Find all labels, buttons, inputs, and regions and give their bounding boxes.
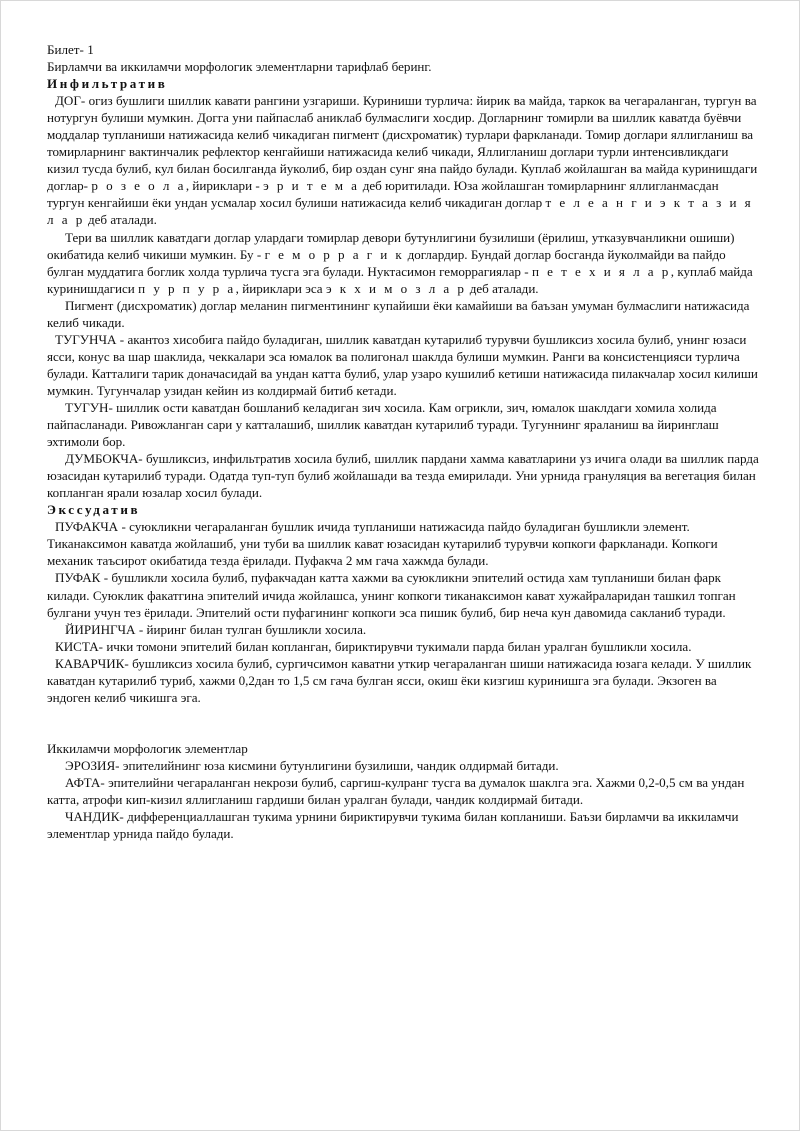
paragraph-kavarchik: КАВАРЧИК- бушликсиз хосила булиб, сургичсимон каватни уткир чегараланган шиши натижасида юзага келади. У шиллик каватдан кутарилиб туриб, хажми 0,2дан то 1,5 см гача булган ясси, окиш ёки кизгиш куринишга эга булади. Экзоген ва эндоген келиб чикишга эга. (47, 655, 752, 705)
term-eritema: э р и т е м а (263, 178, 360, 194)
paragraph-pigment: Пигмент (дисхроматик) доглар меланин пигментининг купайиши ёки камайиши ва баъзан умуман булмаслиги натижасида келиб чикади. (47, 297, 750, 330)
document-body (47, 41, 759, 842)
paragraph-teri-tail: деб аталади. (469, 280, 539, 296)
paragraph-afta: АФТА- эпителийни чегараланган некрози булиб, саргиш-кулранг тусга ва думалок шаклга эга. Хажми 0,2-0,5 см ва ундан катта, атрофи кип-кизил яллигланиш гардиши билан уралган булади, чандик колдирмай битади. (47, 774, 745, 807)
paragraph-tugun: ТУГУН- шиллик ости каватдан бошланиб келадиган зич хосила. Кам огрикли, зич, юмалок шаклдаги хомила холида пайпасланади. Ривожланган сари у катталашиб, шиллик каватдан кутарилиб туради. Тугуннинг яраланиш ва йиринглаш эхтимоли бор. (47, 399, 719, 450)
term-rozeola: р о з е о л а (91, 178, 186, 194)
paragraph-eroziya: ЭРОЗИЯ- эпителийнинг юза кисмини бутунлигини бузилиши, чандик олдирмай битади. (65, 757, 559, 773)
ticket-label: Билет- 1 (47, 42, 94, 57)
paragraph-teri-mid3: , йириклари эса (235, 280, 323, 296)
paragraph-dog-tail1: деб юритилади. Юза жойлашган томирларнинг яллигланмасдан тургун кенгайиши ёки ундан усмалар хосил булиши натижасида келиб чикадиган доглар (47, 178, 719, 211)
term-gemorragik: г е м о р р а г и к (264, 246, 405, 262)
paragraph-yiringcha: ЙИРИНГЧА - йиринг билан тулган бушликли хосила. (65, 621, 367, 637)
paragraph-dog-tail2: деб аталади. (88, 212, 157, 228)
paragraph-dog (47, 92, 759, 228)
secondary-elements-heading: Иккиламчи морфологик элементлар (47, 740, 248, 756)
paragraph-teri-mid2: , куплаб майда куринишдагиси (47, 263, 753, 296)
term-teleangiektaziyalar: т е л е а н г и э к т а з и я л а р (47, 195, 754, 228)
paragraph-dog-mid1: , йириклари - (185, 178, 260, 194)
paragraph-teri-mid1: доглардир. Бундай доглар босганда йуколмайди ва пайдо булган муддатига боглик холда турлича тусга эга булади. Нуктасимон геморрагиялар - (47, 246, 726, 279)
paragraph-teri (47, 229, 759, 297)
paragraph-teri-text: Тери ва шиллик каватдаги доглар улардаги томирлар девори бутунлигини бузилиши (ёрилиш, утказувчанликни ошиши) окибатида келиб чикиши мумкин. Бу - (47, 229, 735, 262)
term-purpura: п у р п у р а (138, 280, 236, 296)
paragraph-pufakcha: ПУФАКЧА - суюкликни чегараланган бушлик ичида тупланиши натижасида пайдо буладиган бушликли элемент. Тиканаксимон каватда жойлашиб, уни туби ва шиллик кават юзасидан кутарилиб турувчи копкоги фаркланади. Копкоги механик таъсирот окибатида тезда ёрилади. Пуфакча 2 мм гача хажмда булади. (47, 519, 718, 569)
section-heading-infiltrative: Инфильтратив (47, 76, 168, 92)
paragraph-dumbokcha: ДУМБОКЧА- бушликсиз, инфильтратив хосила булиб, шиллик пардани хамма каватларини уз ичига олади ва шиллик парда юзасидан кутарилиб туради. Одатда туп-туп булиб жойлашади ва тезда емирилади. Уни урнида грануляция ва вегетация билан копланган ярали юзалар хосил булади. (47, 451, 759, 501)
prompt-line: Бирламчи ва иккиламчи морфологик элементларни тарифлаб беринг. (47, 59, 432, 75)
paragraph-tuguncha: ТУГУНЧА - акантоз хисобига пайдо буладиган, шиллик каватдан кутарилиб турувчи бушликсиз хосила булиб, унинг юзаси ясси, конус ва шар шаклида, чеккалари эса юмалок ва полигонал шаклда булиши мумкин. Ранги ва консистенцияси турлича булади. Катталиги тарик доначасидай ва ундан катта булиб, улар узаро кушилиб кетиши натижасида пилакчалар хосил килиши мумкин. Тугунчалар узидан кейин из колдирмай битиб кетади. (47, 331, 758, 398)
paragraph-kista: КИСТА- ички томони эпителий билан копланган, бириктирувчи тукимали парда билан уралган бушликли хосила. (55, 638, 692, 654)
term-exximozlar: э к х и м о з л а р (325, 280, 467, 296)
section-heading-exudative: Экссудатив (47, 502, 141, 518)
paragraph-chandik: ЧАНДИК- дифференциаллашган тукима урнини бириктирувчи тукима билан копланиши. Баъзи бирламчи ва иккиламчи элементлар урнида пайдо булади. (47, 809, 739, 842)
paragraph-dog-text: ДОГ- огиз бушлиги шиллик кавати рангини узгариши. Куриниши турлича: йирик ва майда, таркок ва чегараланган, тургун ва нотургун булиши мумкин. Догга уни пайпаслаб аниклаб булмаслиги хосдир. Догларнинг томирли ва шиллик каватда буёвчи моддалар тупланиши натижасида келиб чикадиган пигмент (дисхроматик) турлари фаркланади. Томир доглари яллигланиш ва томирларнинг вактинчалик рефлектор кенгайиши натижасида келиб чикади, Яллигланиш доглари турли интенсивликдаги кизил тусда булиб, кул билан босилганда йуколиб, бир оздан сунг яна пайдо булади. Куплаб жойлашган ва майда куринишдаги доглар- (47, 93, 758, 194)
section-spacer (47, 706, 759, 740)
term-petexiyalar: п е т е х и я л а р (531, 263, 671, 279)
paragraph-pufak: ПУФАК - бушликли хосила булиб, пуфакчадан катта хажми ва суюкликни эпителий остида хам тупланиши билан фарк килади. Суюклик факатгина эпителий ичида жойлашса, унинг копкоги тиканаксимон кават хужайраларидан ташкил топган булгани учун тез ёрилади. Эпителий ости пуфагининг копкоги эса пишик булиб, бир неча кун давомида сакланиб туради. (47, 570, 736, 620)
